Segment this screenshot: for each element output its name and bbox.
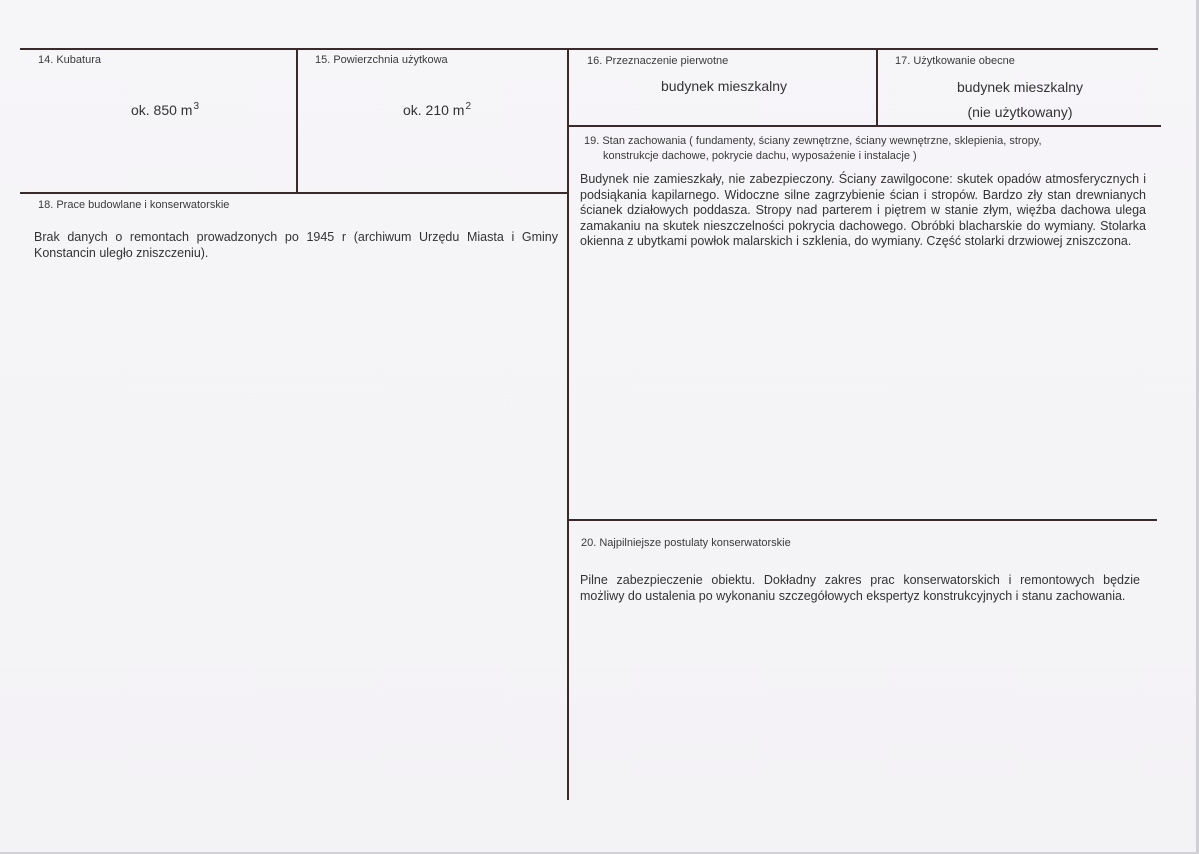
stan-label <box>584 134 1144 164</box>
kubatura-label: 14. Kubatura <box>38 54 101 66</box>
stan-label-line2: konstrukcje dachowe, pokrycie dachu, wyposażenie i instalacje ) <box>603 150 917 162</box>
powierzchnia-value-text: ok. 210 m <box>402 102 465 118</box>
rule-under-14-15 <box>20 192 569 194</box>
prace-label: 18. Prace budowlane i konserwatorskie <box>38 199 230 211</box>
powierzchnia-exponent: 2 <box>465 101 472 112</box>
kubatura-value <box>120 101 210 118</box>
postulaty-label: 20. Najpilniejsze postulaty konserwatorskie <box>581 537 791 549</box>
divider-16-17 <box>876 48 878 126</box>
powierzchnia-value <box>392 101 482 118</box>
uzytkowanie-value-line2: (nie użytkowany) <box>967 104 1073 120</box>
kubatura-value-text: ok. 850 m <box>130 102 193 118</box>
rule-under-19 <box>567 519 1157 521</box>
postulaty-text: Pilne zabezpieczenie obiektu. Dokładny zakres prac konserwatorskich i remontowych będzie możliwy do ustalenia po wykonaniu szczegółowych ekspertyz konstrukcyjnych i stanu zachowania. <box>580 573 1140 603</box>
przeznaczenie-label: 16. Przeznaczenie pierwotne <box>587 55 729 67</box>
stan-text: Budynek nie zamieszkały, nie zabezpieczony. Ściany zawilgocone: skutek opadów atmosferycznych i podsiąkania kapilarnego. Widoczne silne zagrzybienie ścian i stropów. Bardzo zły stan drewnianych ścianek działowych poddasza. Stropy nad parterem i piętrem w stanie złym, więźba dachowa ulega zamakaniu na skutek nieszczelności pokrycia dachowego. Obróbki blacharskie do wymiany. Stolarka okienna z ubytkami powłok malarskich i szklenia, do wymiany. Część stolarki drzwiowej zniszczona. <box>580 172 1146 248</box>
top-rule <box>20 48 1158 50</box>
rule-under-16-17 <box>567 125 1161 127</box>
uzytkowanie-label: 17. Użytkowanie obecne <box>895 55 1015 67</box>
przeznaczenie-value: budynek mieszkalny <box>660 78 788 94</box>
kubatura-exponent: 3 <box>193 101 200 112</box>
prace-text: Brak danych o remontach prowadzonych po 1945 r (archiwum Urzędu Miasta i Gminy Konstancin uległo zniszczeniu). <box>34 230 558 260</box>
divider-14-15 <box>296 48 298 193</box>
divider-main-vertical <box>567 48 569 800</box>
powierzchnia-label: 15. Powierzchnia użytkowa <box>315 54 448 66</box>
stan-label-line1: 19. Stan zachowania ( fundamenty, ściany zewnętrzne, ściany wewnętrzne, sklepienia, stropy, <box>584 135 1042 147</box>
uzytkowanie-value-line1: budynek mieszkalny <box>956 79 1084 95</box>
